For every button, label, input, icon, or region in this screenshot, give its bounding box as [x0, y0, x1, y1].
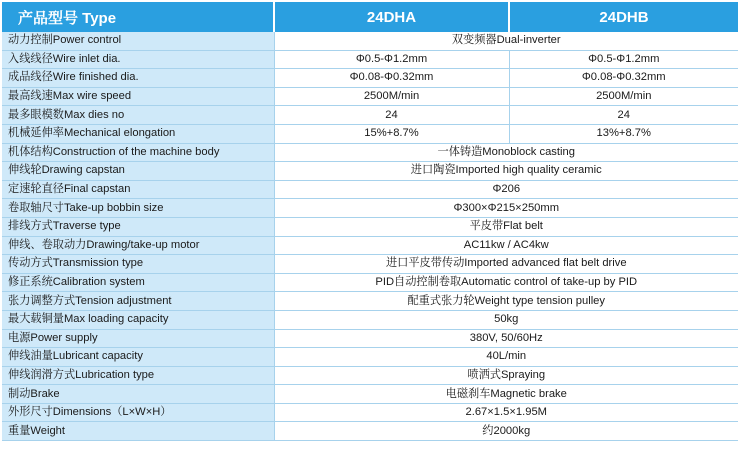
- table-row: [2, 310, 738, 329]
- row-label: 传动方式Transmission type: [2, 255, 274, 274]
- spec-table-container: [2, 2, 738, 441]
- row-label: 电源Power supply: [2, 329, 274, 348]
- row-label: 定速轮直径Final capstan: [2, 180, 274, 199]
- row-label: 最高线速Max wire speed: [2, 87, 274, 106]
- table-row: [2, 162, 738, 181]
- row-value-shared: 40L/min: [274, 348, 738, 367]
- spec-table: [2, 2, 738, 441]
- table-row: [2, 124, 738, 143]
- row-value-shared: 2.67×1.5×1.95M: [274, 403, 738, 422]
- table-row: [2, 366, 738, 385]
- row-value-shared: AC11kw / AC4kw: [274, 236, 738, 255]
- header-model-a: 24DHA: [274, 2, 509, 32]
- table-row: [2, 385, 738, 404]
- row-label: 机体结构Construction of the machine body: [2, 143, 274, 162]
- table-row: [2, 403, 738, 422]
- row-value-24dhb: 2500M/min: [509, 87, 738, 106]
- row-label: 伸线、卷取动力Drawing/take-up motor: [2, 236, 274, 255]
- row-value-shared: Φ206: [274, 180, 738, 199]
- table-row: [2, 87, 738, 106]
- row-value-shared: 进口陶瓷Imported high quality ceramic: [274, 162, 738, 181]
- table-row: [2, 50, 738, 69]
- row-label: 伸线油量Lubricant capacity: [2, 348, 274, 367]
- table-row: [2, 329, 738, 348]
- spec-table-body: [2, 32, 738, 441]
- table-row: [2, 217, 738, 236]
- row-value-shared: PID自动控制卷取Automatic control of take-up by PID: [274, 273, 738, 292]
- table-row: [2, 292, 738, 311]
- row-value-24dhb: 24: [509, 106, 738, 125]
- row-label: 卷取轴尺寸Take-up bobbin size: [2, 199, 274, 218]
- row-value-24dha: Φ0.08-Φ0.32mm: [274, 69, 509, 88]
- table-row: [2, 69, 738, 88]
- row-value-24dhb: Φ0.5-Φ1.2mm: [509, 50, 738, 69]
- row-value-shared: 电磁刹车Magnetic brake: [274, 385, 738, 404]
- table-row: [2, 106, 738, 125]
- table-row: [2, 348, 738, 367]
- row-value-24dha: Φ0.5-Φ1.2mm: [274, 50, 509, 69]
- table-row: [2, 255, 738, 274]
- row-value-shared: 50kg: [274, 310, 738, 329]
- row-value-shared: 约2000kg: [274, 422, 738, 441]
- row-label: 入线线径Wire inlet dia.: [2, 50, 274, 69]
- row-label: 机械延伸率Mechanical elongation: [2, 124, 274, 143]
- row-label: 成品线径Wire finished dia.: [2, 69, 274, 88]
- table-row: [2, 422, 738, 441]
- row-label: 外形尺寸Dimensions（L×W×H）: [2, 403, 274, 422]
- row-value-shared: 一体铸造Monoblock casting: [274, 143, 738, 162]
- table-row: [2, 199, 738, 218]
- table-row: [2, 273, 738, 292]
- row-value-shared: 进口平皮带传动Imported advanced flat belt drive: [274, 255, 738, 274]
- row-value-24dhb: Φ0.08-Φ0.32mm: [509, 69, 738, 88]
- row-label: 制动Brake: [2, 385, 274, 404]
- row-label: 最多眼模数Max dies no: [2, 106, 274, 125]
- table-row: [2, 236, 738, 255]
- table-row: [2, 143, 738, 162]
- row-value-shared: 平皮带Flat belt: [274, 217, 738, 236]
- row-value-24dhb: 13%+8.7%: [509, 124, 738, 143]
- row-value-24dha: 2500M/min: [274, 87, 509, 106]
- header-type-label: 产品型号 Type: [2, 2, 274, 32]
- row-label: 张力调整方式Tension adjustment: [2, 292, 274, 311]
- row-value-shared: Φ300×Φ215×250mm: [274, 199, 738, 218]
- table-row: [2, 32, 738, 50]
- row-value-shared: 配重式张力轮Weight type tension pulley: [274, 292, 738, 311]
- row-label: 排线方式Traverse type: [2, 217, 274, 236]
- row-value-24dha: 15%+8.7%: [274, 124, 509, 143]
- row-label: 最大载铜量Max loading capacity: [2, 310, 274, 329]
- row-label: 修正系统Calibration system: [2, 273, 274, 292]
- table-row: [2, 180, 738, 199]
- row-value-shared: 喷洒式Spraying: [274, 366, 738, 385]
- header-row: [2, 2, 738, 32]
- row-label: 重量Weight: [2, 422, 274, 441]
- row-value-shared: 双变频器Dual-inverter: [274, 32, 738, 50]
- row-value-24dha: 24: [274, 106, 509, 125]
- header-model-b: 24DHB: [509, 2, 738, 32]
- row-label: 伸线轮Drawing capstan: [2, 162, 274, 181]
- row-value-shared: 380V, 50/60Hz: [274, 329, 738, 348]
- row-label: 伸线润滑方式Lubrication type: [2, 366, 274, 385]
- row-label: 动力控制Power control: [2, 32, 274, 50]
